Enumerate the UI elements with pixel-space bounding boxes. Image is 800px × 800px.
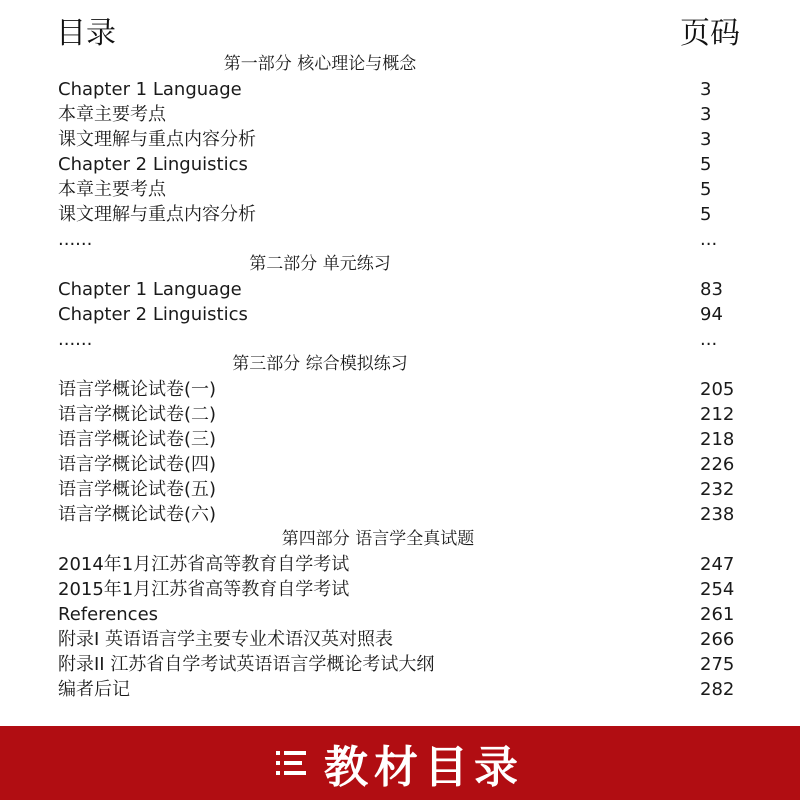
- toc-entry: [0, 502, 800, 527]
- toc-header-title: 目录: [56, 16, 116, 51]
- entry-page: 247: [700, 554, 735, 575]
- entry-label: 课文理解与重点内容分析: [58, 204, 256, 225]
- part-heading: 第四部分 语言学全真试题: [281, 529, 475, 549]
- entry-label: 编者后记: [58, 679, 130, 700]
- entry-label: Chapter 2 Linguistics: [58, 304, 248, 325]
- toc-entry: [0, 127, 800, 152]
- toc-entry: [0, 677, 800, 702]
- entry-label: 附录II 江苏省自学考试英语语言学概论考试大纲: [58, 654, 435, 675]
- entry-page: 205: [700, 379, 735, 400]
- entry-label: 语言学概论试卷(三): [58, 429, 217, 450]
- entry-page: 3: [700, 104, 712, 125]
- entry-page: 238: [700, 504, 735, 525]
- entry-page: ...: [700, 229, 718, 250]
- entry-label: ......: [58, 329, 93, 350]
- toc-entry: [0, 552, 800, 577]
- toc-entry: [0, 302, 800, 327]
- part-heading: 第二部分 单元练习: [249, 254, 391, 274]
- entry-label: Chapter 1 Language: [58, 279, 242, 300]
- toc-entry: [0, 577, 800, 602]
- entry-page: 218: [700, 429, 735, 450]
- footer-banner: [0, 726, 800, 800]
- entry-label: 语言学概论试卷(六): [58, 504, 217, 525]
- entry-page: 3: [700, 129, 712, 150]
- list-icon: [276, 749, 306, 777]
- toc-entry-ellipsis: [0, 227, 800, 252]
- entry-label: 附录I 英语语言学主要专业术语汉英对照表: [58, 629, 394, 650]
- entry-page: 5: [700, 179, 712, 200]
- toc-entry: [0, 377, 800, 402]
- entry-page: ...: [700, 329, 718, 350]
- entry-page: 5: [700, 204, 712, 225]
- entry-page: 261: [700, 604, 735, 625]
- entry-page: 275: [700, 654, 735, 675]
- entry-label: 课文理解与重点内容分析: [58, 129, 256, 150]
- entry-page: 212: [700, 404, 735, 425]
- entry-label: 语言学概论试卷(二): [58, 404, 217, 425]
- entry-label: 本章主要考点: [58, 104, 166, 125]
- entry-label: 2014年1月江苏省高等教育自学考试: [58, 554, 350, 575]
- part-heading: 第三部分 综合模拟练习: [232, 354, 408, 374]
- entry-label: References: [58, 604, 159, 625]
- toc-entry: [0, 202, 800, 227]
- toc-entry: [0, 602, 800, 627]
- entry-label: ......: [58, 229, 93, 250]
- toc-entry: [0, 152, 800, 177]
- entry-page: 83: [700, 279, 723, 300]
- entry-page: 94: [700, 304, 723, 325]
- toc-entry: [0, 627, 800, 652]
- entry-label: Chapter 1 Language: [58, 79, 242, 100]
- toc-entry: [0, 177, 800, 202]
- toc-entry: [0, 77, 800, 102]
- entry-page: 254: [700, 579, 735, 600]
- entry-page: 232: [700, 479, 735, 500]
- entry-page: 266: [700, 629, 735, 650]
- toc-entry-ellipsis: [0, 327, 800, 352]
- toc-entry: [0, 477, 800, 502]
- toc-entry: [0, 277, 800, 302]
- entry-label: 本章主要考点: [58, 179, 166, 200]
- footer-title: 教材目录: [324, 742, 524, 793]
- toc-entry: [0, 102, 800, 127]
- entry-label: 2015年1月江苏省高等教育自学考试: [58, 579, 350, 600]
- toc-entry: [0, 452, 800, 477]
- entry-page: 3: [700, 79, 712, 100]
- entry-page: 282: [700, 679, 735, 700]
- entry-label: Chapter 2 Linguistics: [58, 154, 248, 175]
- toc-entry: [0, 427, 800, 452]
- entry-label: 语言学概论试卷(五): [58, 479, 217, 500]
- entry-label: 语言学概论试卷(一): [58, 379, 217, 400]
- toc-header-page-label: 页码: [680, 16, 740, 51]
- toc-entry: [0, 402, 800, 427]
- toc-entry: [0, 652, 800, 677]
- entry-page: 5: [700, 154, 712, 175]
- entry-page: 226: [700, 454, 735, 475]
- part-heading: 第一部分 核心理论与概念: [223, 54, 417, 74]
- entry-label: 语言学概论试卷(四): [58, 454, 217, 475]
